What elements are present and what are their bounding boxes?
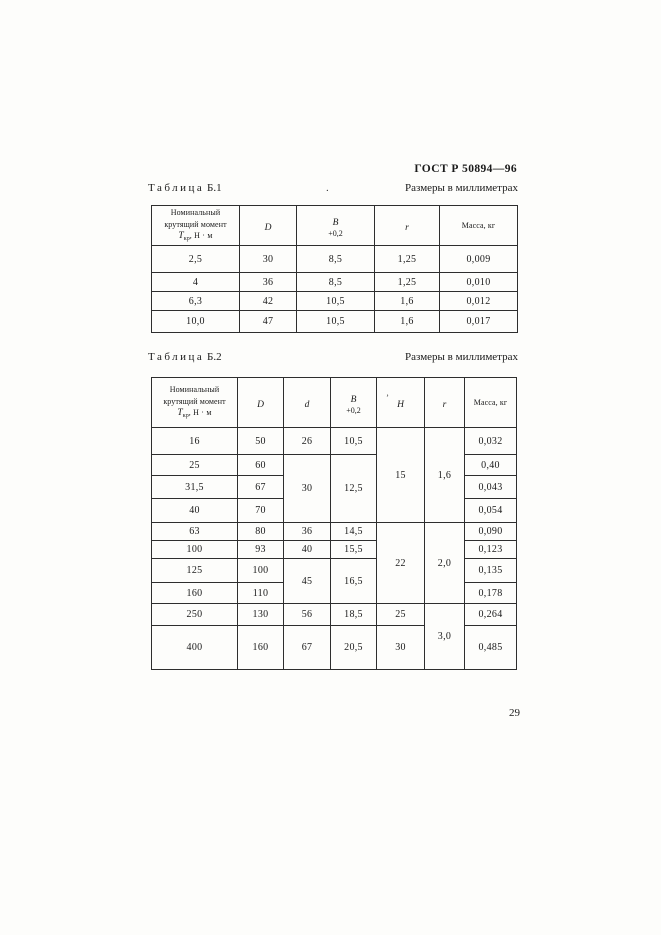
torque-symbol-line [154, 407, 235, 421]
torque-subscript: кр [182, 413, 189, 420]
cell-D: 60 [238, 455, 284, 476]
torque-symbol-line [154, 230, 237, 244]
cell-mass: 0,264 [465, 604, 517, 626]
cell-d: 40 [284, 541, 331, 559]
mass-label: Масса, кг [461, 220, 496, 230]
col-header-D [238, 378, 284, 428]
table-row [152, 428, 517, 455]
torque-label-line1: Номинальный [170, 208, 221, 218]
torque-label-line2: крутящий момент [164, 219, 227, 229]
cell-B: 18,5 [331, 604, 377, 626]
table-b1-title-num: Б.1 [207, 182, 222, 194]
table-b1-title-word: Таблица [148, 182, 205, 194]
cell-B: 8,5 [297, 246, 375, 273]
symbol-r: r [442, 399, 447, 410]
torque-symbol: Т [178, 231, 184, 242]
cell-r: 1,25 [375, 246, 440, 273]
table-b2 [151, 377, 517, 670]
cell-torque: 6,3 [152, 292, 240, 311]
cell-mass: 0,043 [465, 476, 517, 499]
cell-B: 10,5 [297, 311, 375, 333]
table-header-row [152, 378, 517, 428]
symbol-D: D [257, 399, 264, 410]
cell-r-merged: 3,0 [425, 604, 465, 670]
cell-torque: 100 [152, 541, 238, 559]
table-header-row [152, 206, 518, 246]
cell-d: 56 [284, 604, 331, 626]
cell-mass: 0,090 [465, 523, 517, 541]
cell-mass: 0,40 [465, 455, 517, 476]
symbol-d: d [304, 399, 310, 410]
table-row [152, 246, 518, 273]
table-b2-caption [148, 351, 518, 363]
cell-B: 15,5 [331, 541, 377, 559]
symbol-B: B [350, 395, 357, 406]
table-row [152, 292, 518, 311]
page-number: 29 [509, 707, 520, 719]
symbol-B-line [299, 212, 372, 230]
cell-D: 47 [240, 311, 297, 333]
cell-D: 160 [238, 626, 284, 670]
cell-D: 130 [238, 604, 284, 626]
cell-D: 36 [240, 273, 297, 292]
cell-d: 26 [284, 428, 331, 455]
cell-d: 36 [284, 523, 331, 541]
tolerance-B: +0,2 [346, 405, 361, 415]
cell-torque: 250 [152, 604, 238, 626]
cell-torque: 2,5 [152, 246, 240, 273]
cell-mass: 0,178 [465, 583, 517, 604]
table-b2-title-word: Таблица [148, 351, 205, 363]
cell-torque: 31,5 [152, 476, 238, 499]
cell-H-merged: 15 [377, 428, 425, 523]
cell-mass: 0,135 [465, 559, 517, 583]
cell-D: 42 [240, 292, 297, 311]
cell-mass: 0,009 [440, 246, 518, 273]
cell-mass: 0,054 [465, 499, 517, 523]
mass-label: Масса, кг [473, 397, 508, 407]
symbol-B-line [333, 389, 374, 407]
cell-mass: 0,032 [465, 428, 517, 455]
cell-torque: 10,0 [152, 311, 240, 333]
cell-H: 30 [377, 626, 425, 670]
scan-artifact-dot: . [326, 182, 329, 194]
cell-torque: 125 [152, 559, 238, 583]
table-b1 [151, 205, 518, 333]
cell-torque: 63 [152, 523, 238, 541]
cell-D: 70 [238, 499, 284, 523]
units-note: Размеры в миллиметрах [405, 351, 518, 363]
cell-H: 25 [377, 604, 425, 626]
torque-symbol: Т [177, 408, 183, 419]
col-header-r [375, 206, 440, 246]
symbol-D: D [264, 222, 272, 233]
cell-B-merged: 16,5 [331, 559, 377, 604]
cell-torque: 400 [152, 626, 238, 670]
cell-B: 8,5 [297, 273, 375, 292]
table-row [152, 604, 517, 626]
cell-mass: 0,010 [440, 273, 518, 292]
cell-B: 20,5 [331, 626, 377, 670]
cell-r-merged: 1,6 [425, 428, 465, 523]
symbol-B: B [332, 218, 339, 229]
col-header-mass [440, 206, 518, 246]
cell-mass: 0,012 [440, 292, 518, 311]
torque-unit: , Н · м [189, 231, 213, 241]
col-header-H [377, 378, 425, 428]
cell-B: 10,5 [331, 428, 377, 455]
torque-label-line1: Номинальный [169, 385, 220, 395]
table-b2-title-num: Б.2 [207, 351, 222, 363]
cell-torque: 4 [152, 273, 240, 292]
cell-torque: 25 [152, 455, 238, 476]
cell-d-merged: 30 [284, 455, 331, 523]
cell-D: 110 [238, 583, 284, 604]
cell-d: 67 [284, 626, 331, 670]
table-row [152, 523, 517, 541]
cell-B-merged: 12,5 [331, 455, 377, 523]
col-header-torque [152, 378, 238, 428]
cell-mass: 0,017 [440, 311, 518, 333]
doc-code: ГОСТ Р 50894—96 [414, 163, 517, 175]
table-b2-title [148, 351, 222, 363]
cell-B: 10,5 [297, 292, 375, 311]
cell-D: 30 [240, 246, 297, 273]
cell-torque: 16 [152, 428, 238, 455]
col-header-r [425, 378, 465, 428]
cell-H-merged: 22 [377, 523, 425, 604]
symbol-H: H [397, 399, 404, 410]
cell-r: 1,25 [375, 273, 440, 292]
torque-label-line2: крутящий момент [163, 396, 226, 406]
col-header-torque [152, 206, 240, 246]
scan-artifact-tick: ’ [386, 393, 389, 403]
cell-B: 14,5 [331, 523, 377, 541]
torque-subscript: кр [183, 236, 190, 243]
tolerance-B: +0,2 [328, 228, 343, 238]
col-header-d [284, 378, 331, 428]
table-b1-title [148, 182, 222, 194]
cell-D: 100 [238, 559, 284, 583]
cell-torque: 40 [152, 499, 238, 523]
table-row [152, 273, 518, 292]
cell-r: 1,6 [375, 311, 440, 333]
cell-D: 93 [238, 541, 284, 559]
cell-D: 50 [238, 428, 284, 455]
units-note: Размеры в миллиметрах [405, 182, 518, 194]
col-header-D [240, 206, 297, 246]
table-row [152, 311, 518, 333]
cell-r: 1,6 [375, 292, 440, 311]
torque-unit: , Н · м [188, 408, 212, 418]
table-b1-caption [148, 182, 518, 194]
cell-mass: 0,123 [465, 541, 517, 559]
col-header-B [331, 378, 377, 428]
cell-torque: 160 [152, 583, 238, 604]
col-header-mass [465, 378, 517, 428]
cell-D: 67 [238, 476, 284, 499]
cell-d-merged: 45 [284, 559, 331, 604]
col-header-B [297, 206, 375, 246]
cell-D: 80 [238, 523, 284, 541]
symbol-r: r [405, 222, 409, 233]
cell-r-merged: 2,0 [425, 523, 465, 604]
cell-mass: 0,485 [465, 626, 517, 670]
